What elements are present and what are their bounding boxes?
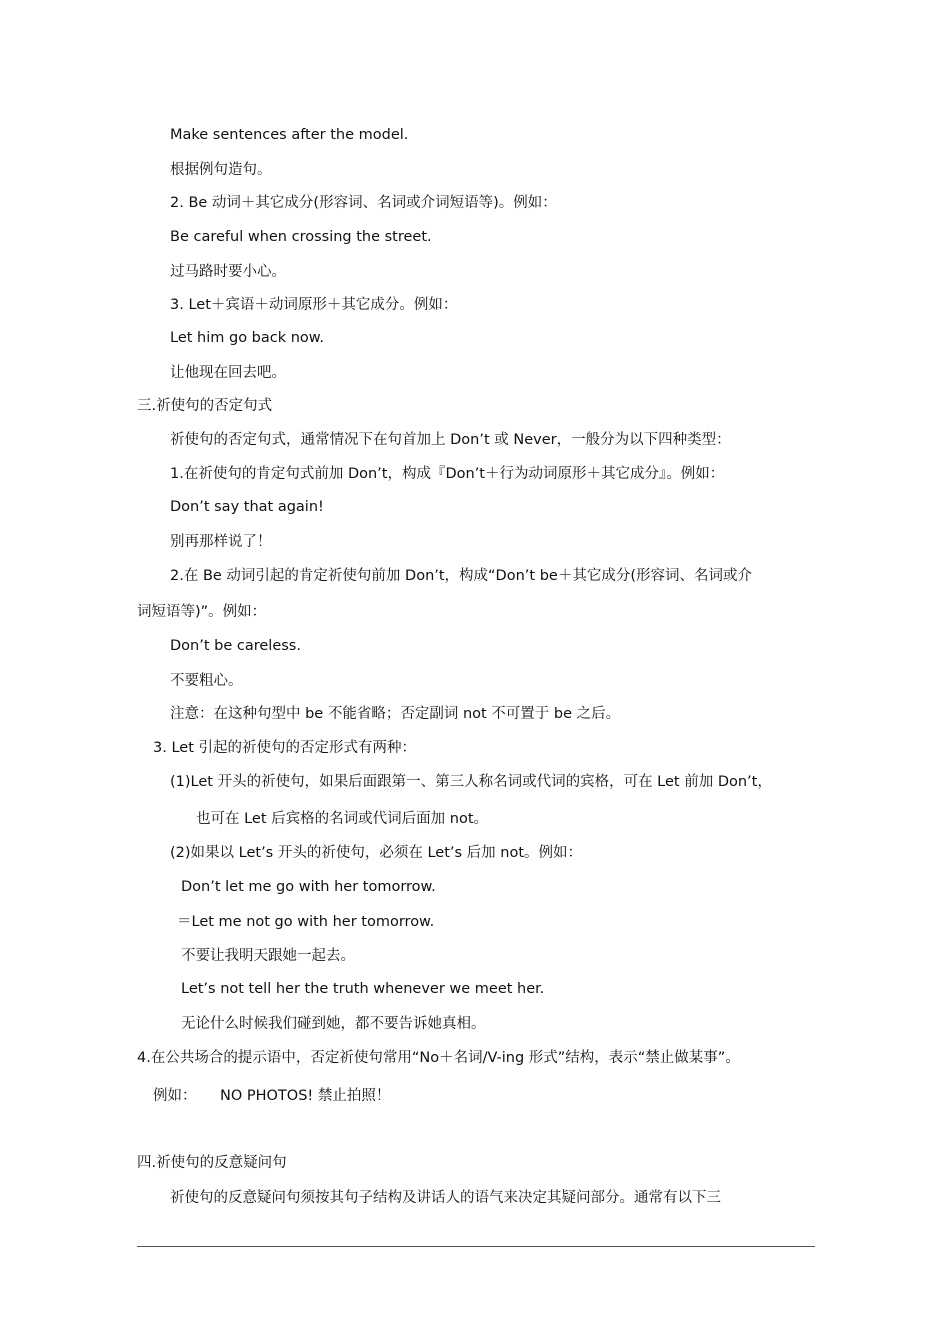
text-line: Be careful when crossing the street. <box>170 229 432 245</box>
text-line: ＝Let me not go with her tomorrow. <box>177 914 435 930</box>
text-line: 2.在 Be 动词引起的肯定祈使句前加 Don’t，构成“Don’t be＋其它成分(形容词、名词或介 <box>170 568 752 584</box>
text-line: 2. Be 动词＋其它成分(形容词、名词或介词短语等)。例如： <box>170 195 557 211</box>
text-line: Don’t let me go with her tomorrow. <box>181 879 436 895</box>
text-line: 无论什么时候我们碰到她，都不要告诉她真相。 <box>181 1016 486 1032</box>
text-line: 不要粗心。 <box>170 673 243 689</box>
text-line: 3. Let＋宾语＋动词原形＋其它成分。例如： <box>170 297 458 313</box>
text-line: NO PHOTOS! 禁止拍照！ <box>220 1088 391 1104</box>
text-line: 别再那样说了！ <box>170 534 272 550</box>
text-line: 过马路时要小心。 <box>170 264 286 280</box>
text-line: 词短语等)”。例如： <box>137 604 267 620</box>
text-line: 祈使句的反意疑问句须按其句子结构及讲话人的语气来决定其疑问部分。通常有以下三 <box>170 1190 721 1206</box>
text-line: 让他现在回去吧。 <box>170 365 286 381</box>
text-line: Don’t be careless. <box>170 638 301 654</box>
text-line: 注意：在这种句型中 be 不能省略；否定副词 not 不可置于 be 之后。 <box>170 706 621 722</box>
text-line: Don’t say that again! <box>170 499 324 515</box>
section-heading: 四.祈使句的反意疑问句 <box>137 1155 287 1171</box>
text-line: 1.在祈使句的肯定句式前加 Don’t，构成『Don’t＋行为动词原形＋其它成分』。例如： <box>170 466 725 482</box>
text-line: 4.在公共场合的提示语中，否定祈使句常用“No＋名词/V-ing 形式”结构，表示“禁止做某事”。 <box>137 1050 740 1066</box>
text-line: (1)Let 开头的祈使句，如果后面跟第一、第三人称名词或代词的宾格，可在 Let 前加 Don’t， <box>170 774 772 790</box>
text-line: 祈使句的否定句式，通常情况下在句首加上 Don’t 或 Never，一般分为以下四种类型： <box>170 432 731 448</box>
text-line: Make sentences after the model. <box>170 127 409 143</box>
text-line: 例如： <box>153 1088 197 1104</box>
text-line: Let him go back now. <box>170 330 324 346</box>
text-line: 也可在 Let 后宾格的名词或代词后面加 not。 <box>196 811 489 827</box>
text-line: (2)如果以 Let’s 开头的祈使句，必须在 Let’s 后加 not。例如： <box>170 845 583 861</box>
section-heading: 三.祈使句的否定句式 <box>137 398 273 414</box>
text-line: 不要让我明天跟她一起去。 <box>181 948 355 964</box>
text-line: 根据例句造句。 <box>170 162 272 178</box>
text-line: 3. Let 引起的祈使句的否定形式有两种： <box>153 740 416 756</box>
text-line: Let’s not tell her the truth whenever we meet her. <box>181 981 545 997</box>
footer-divider <box>137 1246 815 1247</box>
